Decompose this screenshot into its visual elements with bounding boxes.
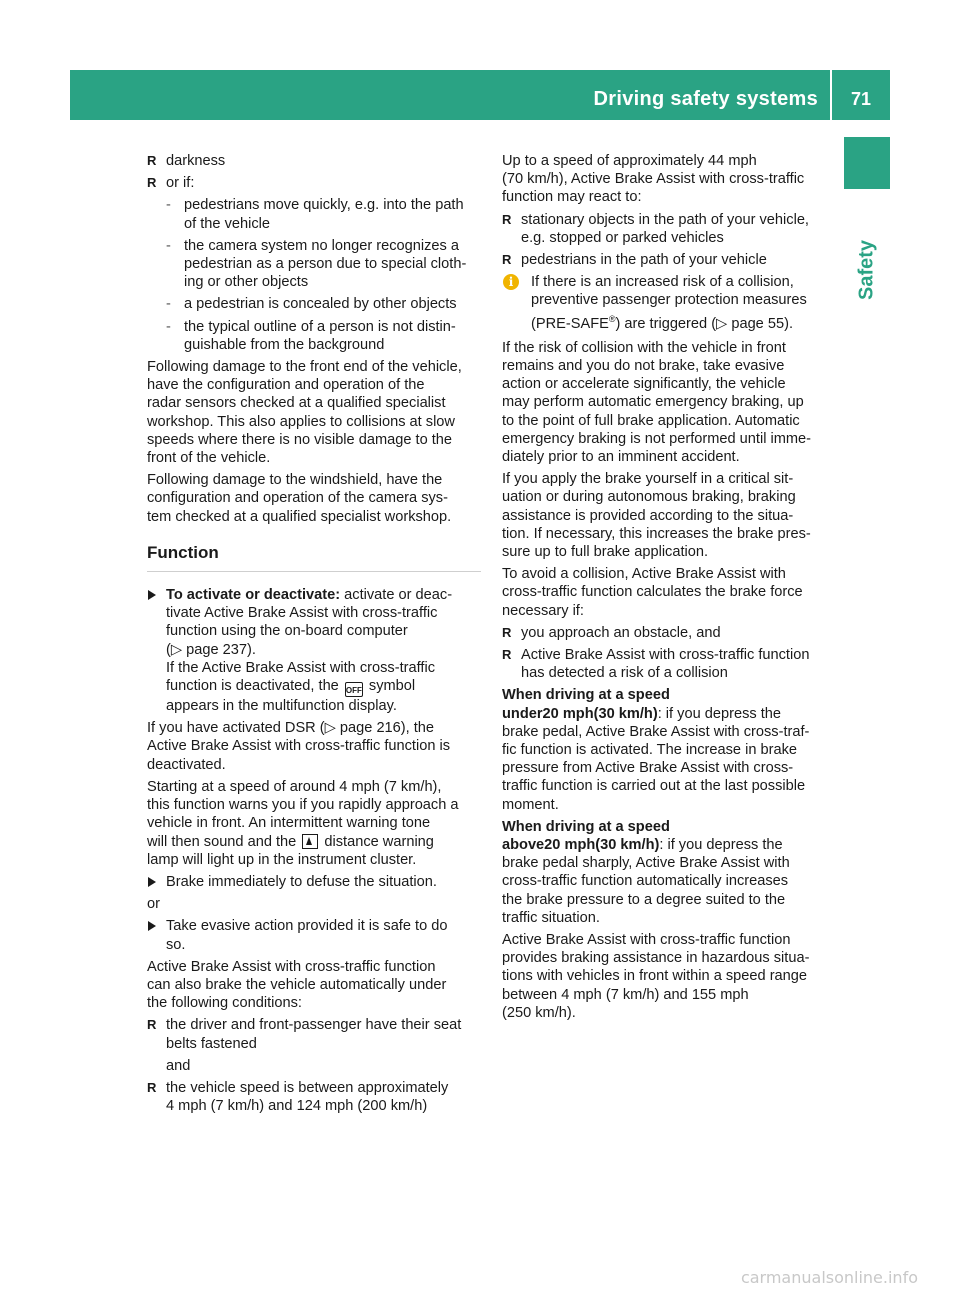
paragraph: Active Brake Assist with cross-traffic function can also brake the vehicle automatically under the following conditions: — [147, 958, 447, 1012]
list-item: R the vehicle speed is between approximately 4 mph (7 km/h) and 124 mph (200 km/h) — [147, 1079, 483, 1115]
brake-assist-off-icon: OFF — [345, 682, 363, 697]
paragraph: Following damage to the front end of the vehicle, have the configuration and operation of the radar sensors checked at a qualified specialist workshop. This also applies to collisions at slow speeds where there is no visible damage to the front of the vehicle. — [147, 359, 462, 467]
paragraph: To avoid a collision, Active Brake Assist with cross-traffic function calculates the brake force necessary if: — [502, 566, 803, 619]
info-note: i If there is an increased risk of a collision, preventive passenger protection measures (PRE-SAFE®) are triggered (▷ page 55). — [502, 273, 836, 332]
list-item: R stationary objects in the path of your vehicle, e.g. stopped or parked vehicles — [502, 211, 836, 247]
watermark: carmanualsonline.info — [740, 1268, 918, 1287]
instruction-step: Brake immediately to defuse the situation. — [147, 873, 483, 891]
page-number: 71 — [850, 89, 872, 109]
paragraph: If the risk of collision with the vehicle in front remains and you do not brake, take evasive action or accelerate significantly, the vehicle may perform automatic emergency braking, up to the point of full brake application. Automatic emergency braking is not performed until imme- diately prior to an imminent accident. — [502, 339, 812, 465]
paragraph: Following damage to the windshield, have the configuration and operation of the camera sys- tem checked at a qualified specialist workshop. — [147, 472, 452, 525]
right-column — [502, 152, 836, 1026]
section-tab-label: Safety — [855, 239, 878, 301]
left-column — [147, 152, 483, 1119]
sub-list-item: - pedestrians move quickly, e.g. into the path of the vehicle — [147, 196, 483, 232]
list-item: R darkness — [147, 152, 483, 170]
paragraph: Active Brake Assist with cross-traffic function provides braking assistance in hazardous situa- tions with vehicles in front within a speed range between 4 mph (7 km/h) and 155 mph (250 km/h). — [502, 931, 810, 1021]
or-text: or — [147, 896, 160, 913]
instruction-step: To activate or deactivate: activate or deac- tivate Active Brake Assist with cross-traffic function using the on-board computer (▷ page 237). If the Active Brake Assist with cross-traffic function is deactivated, the OFF symbol appears in the multifunction display. — [147, 586, 483, 715]
info-icon: i — [503, 274, 519, 290]
and-text: and — [166, 1057, 191, 1074]
distance-warning-lamp-icon — [302, 834, 318, 849]
chapter-title: Driving safety systems — [593, 88, 818, 110]
sub-list-item: - the typical outline of a person is not distin- guishable from the background — [147, 318, 483, 354]
paragraph: If you apply the brake yourself in a critical sit- uation or during autonomous braking, braking assistance is provided according to the situa- tion. If necessary, this increases the brake pres- sure up to full brake application. — [502, 471, 811, 560]
paragraph: When driving at a speed under20 mph(30 km/h): if you depress the brake pedal, Active Brake Assist with cross-traf- fic function is activated. The increase in brake pressure from Active Brake Assist with cross- traffic function is carried out at the last possible moment. — [502, 687, 810, 813]
list-item: R you approach an obstacle, and — [502, 624, 836, 642]
list-item: R the driver and front-passenger have their seat belts fastened — [147, 1016, 483, 1052]
paragraph: Starting at a speed of around 4 mph (7 km/h), this function warns you if you rapidly approach a vehicle in front. An intermittent warning tone will then sound and the distance warning lamp will light up in the instrument cluster. — [147, 778, 459, 868]
page-header — [70, 70, 890, 120]
section-heading: Function — [147, 544, 481, 572]
list-item: R or if: — [147, 174, 483, 192]
sub-list-item: - the camera system no longer recognizes a pedestrian as a person due to special cloth- ing or other objects — [147, 237, 483, 292]
paragraph: Up to a speed of approximately 44 mph (70 km/h), Active Brake Assist with cross-traffic function may react to: — [502, 153, 805, 206]
paragraph: When driving at a speed above20 mph(30 km/h): if you depress the brake pedal sharply, Active Brake Assist with cross-traffic function automatically increases the brake pressure to a degree suited to the traffic situation. — [502, 818, 790, 926]
list-item: R pedestrians in the path of your vehicle — [502, 251, 836, 269]
section-tab-marker — [844, 137, 890, 189]
instruction-step: Take evasive action provided it is safe to do so. — [147, 917, 483, 953]
sub-list-item: - a pedestrian is concealed by other objects — [147, 295, 483, 313]
list-item: R Active Brake Assist with cross-traffic function has detected a risk of a collision — [502, 646, 836, 682]
paragraph: If you have activated DSR (▷ page 216), the Active Brake Assist with cross-traffic function is deactivated. — [147, 720, 451, 773]
